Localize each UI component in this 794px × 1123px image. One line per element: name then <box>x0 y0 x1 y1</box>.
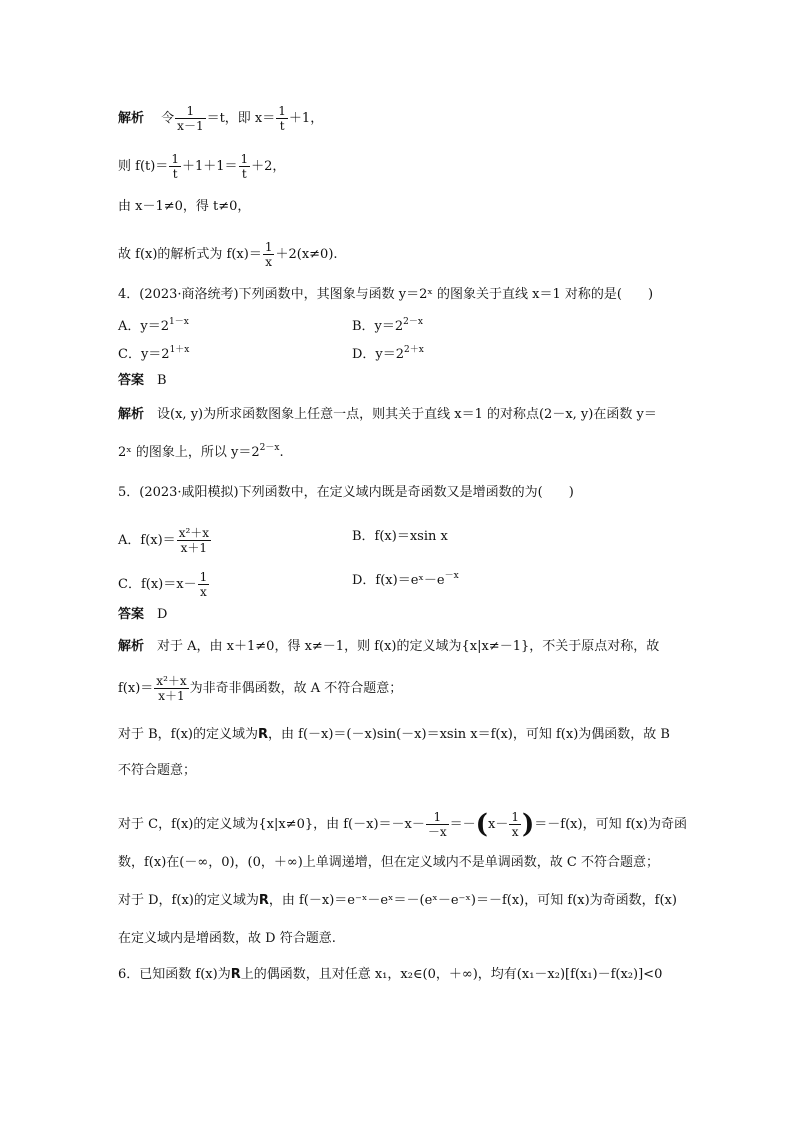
fraction: $\frac{1}{x-1}$ <box>177 104 204 133</box>
q4-option-c: C．$y=2^{1+x}$ <box>118 345 190 362</box>
q5-solution-c-line2: 数，f(x)在(－∞，0)，(0，＋∞)上单调递增，但在定义域内不是单调函数，故 C 不符合题意； <box>118 855 659 870</box>
q4-option-d: D．$y=2^{2+x}$ <box>352 345 424 362</box>
fraction: $\frac{1}{x}$ <box>511 810 519 839</box>
q4-option-b: B．$y=2^{2-x}$ <box>352 317 423 334</box>
q5-solution-a-line2: f(x)＝ $\frac{\text{x²＋x}}{x+1}$ 为非奇非偶函数，故 A 不符合题意； <box>118 674 403 703</box>
fraction: $\frac{1}{x}$ <box>199 570 208 599</box>
q4-option-a: A．$y=2^{1-x}$ <box>118 317 189 334</box>
q5-solution-c-line1: 对于 C，f(x)的定义域为{x|x≠0}，由 f(－x)＝－x－ $\frac{1}{-x}$ ＝－(x－ $\frac{1}{x}$ )＝－f(x)，可知 f(x)为奇函 <box>118 809 687 840</box>
q5-option-b: B．f(x)＝xsin x <box>352 529 448 544</box>
q5-stem: 5．(2023·咸阳模拟)下列函数中，在定义域内既是奇函数又是增函数的为( ) <box>118 485 574 500</box>
fraction: $\frac{1}{t}$ <box>278 104 286 133</box>
q5-solution-d-line1: 对于 D，f(x)的定义域为R，由 f(－x)＝e⁻ˣ－eˣ＝－(eˣ－e⁻ˣ)＝－f(x)，可知 f(x)为奇函数，f(x) <box>118 893 677 908</box>
fraction: $\frac{\text{x²＋x}}{x+1}$ <box>156 674 187 703</box>
q4-stem: 4．(2023·商洛统考)下列函数中，其图象与函数 y＝2ˣ 的图象关于直线 x＝1 对称的是( ) <box>118 287 654 302</box>
q5-solution-a-line1: 解析 对于 A，由 x＋1≠0，得 x≠－1，则 f(x)的定义域为{x|x≠－1}，不关于原点对称，故 <box>118 639 660 654</box>
solution3-line2: 则 f(t)＝ $\frac{1}{t}$ ＋1＋1＝ $\frac{1}{t}$ ＋2， <box>118 152 286 181</box>
fraction: $\frac{\text{x²＋x}}{x+1}$ <box>178 526 210 555</box>
solution3-line4: 故 f(x)的解析式为 f(x)＝ $\frac{1}{x}$ ＋2(x≠0). <box>118 240 338 269</box>
q5-solution-d-line2: 在定义域内是增函数，故 D 符合题意. <box>118 931 336 946</box>
q6-stem: 6．已知函数 f(x)为R上的偶函数，且对任意 x₁，x₂∈(0，＋∞)，均有(x₁－x₂)[f(x₁)－f(x₂)]<0 <box>118 967 663 982</box>
solution3-line1: 解析 令 $\frac{1}{x-1}$ ＝t，即 x＝ $\frac{1}{t}$ ＋1， <box>118 104 324 133</box>
fraction: $\frac{1}{x}$ <box>264 240 273 269</box>
fraction: $\frac{1}{t}$ <box>240 152 249 181</box>
q5-solution-b-line1: 对于 B，f(x)的定义域为R，由 f(－x)＝(－x)sin(－x)＝xsin x＝f(x)，可知 f(x)为偶函数，故 B <box>118 727 670 742</box>
left-paren-icon: ( <box>475 809 488 840</box>
q5-answer: 答案 D <box>118 607 168 622</box>
q5-option-d: D．$f(x)=eˣ-e^{-x}$ <box>352 571 459 588</box>
q5-option-a: A．f(x)＝ $\frac{\text{x²＋x}}{x+1}$ <box>118 526 210 555</box>
solution-label: 解析 <box>118 111 145 126</box>
q5-option-c: C．f(x)＝x－ $\frac{1}{x}$ <box>118 570 208 599</box>
q4-answer: 答案 B <box>118 373 167 388</box>
q5-solution-b-line2: 不符合题意； <box>118 763 197 778</box>
fraction: $\frac{1}{t}$ <box>171 152 179 181</box>
fraction: $\frac{1}{-x}$ <box>427 810 447 839</box>
solution3-line3: 由 x－1≠0，得 t≠0， <box>118 199 251 214</box>
q4-solution-line1: 解析 设(x, y)为所求函数图象上任意一点，则其关于直线 x＝1 的对称点(2－x, y)在函数 y＝ <box>118 407 657 422</box>
q4-solution-line2: 2ˣ 的图象上，所以 $y=2^{2-x}$. <box>118 443 284 460</box>
right-paren-icon: ) <box>521 809 535 840</box>
